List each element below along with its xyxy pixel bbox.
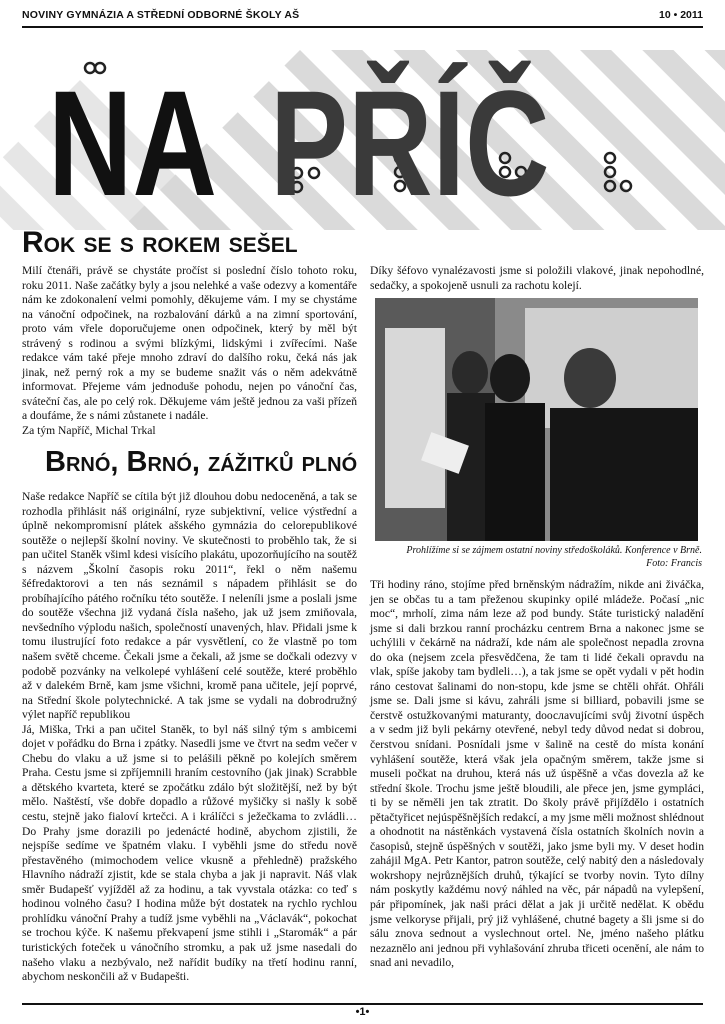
- article1-body: [22, 264, 357, 439]
- masthead-title-part1: NA: [48, 59, 217, 227]
- article1-text: Milí čtenáři, právě se chystáte pročíst si poslední číslo tohoto roku, roku 2011. Naše začátky byly a jsou nelehké a vaše odezvy a komentáře nám ke zdokonalení velmi pomohly, děkujeme vám. I my se chystáme na vánoční odpočinek, na rozbalování dárků a na zimní sportování, proto vám vřele doporučujeme onen odpočinek, který by měl být strávený s rodinou a svými blízkými, lidskými i zvířecími. Naše redakce vám také přeje mnoho zdraví do dalšího roku, čeká nás jak jinak, než perný rok a my se budeme snažit vás o něm adekvátně informovat. Přejeme vám jednoduše pohodu, nejen po vánoční čas, sváteční čas, ale po celý rok. Děkujeme vám ještě jednou za vaši přízeň a doufáme, že s námi zůstanete i nadále.: [22, 264, 357, 423]
- issue-number: 10 • 2011: [659, 9, 703, 21]
- article2-paragraph: Já, Miška, Trki a pan učitel Staněk, to byl náš silný tým s ambicemi dojet v pořádku do Brna i zpátky. Nasedli jsme ve čtvrt na sedm večer v Chebu do vlaku a už jsme si to pelášili pěkně po kolejích směrem Praha. Cestu jsme si zpříjemnili hraním cestovního (jak jinak) Scrabble a dětského kvarteta, které se zpočátku zdálo být složitější, než by být mělo. Naštěstí, vše dobře dopadlo a růžové myšičky si našly k sobě cestu, stejně jako fialoví krtečci. A i králíčci s ježečkama to zvládli…Do Prahy jsme dorazili po jedenácté hodině, abychom zjistili, že nejspíše sedíme ve špatném vlaku. I vyběhli jsme do středu nově přestavěného (mimochodem velice vkusně a přehledně) pražského Hlavního nádraží zjistit, kde se stala chyba a jak ji napravit. Náš vlak směr Budapešť vyjížděl až za hodinu, a tak vyvstala otázka: co teď s hodinou volného času? I hodina může být dostatek na rychlo rychlou prohlídku vánoční Prahy a tudíž jsme vyběhli na „Václavák“, pokochat se trochou kýče. K našemu překvapení jsme stihli i „Staromák“ a pár turistických foteček u vánočního stromku, a pak už jsme nasedali do našeho vlaku a nezbývalo, než nařídit budíky na třetí hodinu ranní, abychom neskončili až v Budapešti.: [22, 722, 357, 984]
- article2-paragraph: Naše redakce Napříč se cítila být již dlouhou dobu nedoceněná, a tak se rozhodla přihlásit náš originální, ryze subjektivní, velice výstřední a úplně nekompromisní plátek ašského gymnázia do celorepublikové soutěže o nejlepší školní noviny. Ve skutečnosti to proběhlo tak, že si pan učitel Staněk všiml kdesi visícího plakátu, upozorňujícího na soutěž s názvem „Školní časopis roku 2011“, řekl o něm našemu šéfredaktorovi a ten nás seznámil s nápadem přihlásit se do probíhajícího pátého ročníku této soutěže. I neleníli jsme a poslali jsme do soutěže všechna již vydaná čísla našeho, jak už jsem zmiňovala, nevšedního výplodu našich, společností unavených, hlav. Přidali jsme k tomu ilustrující foto redakce a pár vysvětlení, co že vlastně po tom našem světě chceme. Čekali jsme a čekali, až jsme se dočkali odezvy v podobě pozvánky na velkolepé vyhlášení celé soutěže, které proběhlo až v dalekém Brně, kam jsme všichni, kromě pana učitele, její poprvé, na Střední škole polytechnické. A tak jsme se vydali na dobrodružný výlet napříč republikou: [22, 490, 357, 722]
- article2-column2-top: [370, 264, 704, 293]
- footer-rule: [22, 1003, 703, 1005]
- page-header: [22, 6, 703, 28]
- masthead-title-part2: PŘÍČ: [270, 59, 550, 227]
- photo-credit: Foto: Francis: [646, 558, 702, 569]
- article1-title: Rok se s rokem sešel: [22, 226, 298, 259]
- photo-caption-block: [372, 544, 702, 570]
- article2-column1: [22, 490, 357, 985]
- article2-paragraph: Tři hodiny ráno, stojíme před brněnským nádražím, nikde ani živáčka, jen se občas tu a tam přeženou skupinky opilé mládeže. Počasí „nic moc“, mrholí, zima nám leze až pod bundy. Státe turistický naladění jsme si dali brzkou ranní procházku centrem Brna a nakonec jsme se uchýlili v čekárně na nádraží, kde nám ale společnost nepadla zrovna do oka (nejsem zcela přesvědčena, že tam ti lidé čekali opravdu na vlak, spíše jakoby tam bydleli…), a tak jsme se opět vydali v pět hodin ráno cestovat šalinami do non-stopu, kde jsme se chtěli ohřát. Ohřáli jsme se. Dali jsme si kávu, zahráli jsme si billiard, pobavili jsme se čerstvě ostužkovanými maturanty, doослavujícími svůj životní úspěch a v sedm již byli pekárny otevřené, nebyl tedy důvod nedat si dobrou, čerstvou snídani. Posnídali jsme v šalině na cestě do místa konání vyhlášení soutěže, která však jela opačným směrem, takže jsme si museli počkat na druhou, která nás už úspěšně a včas dovezla až ke střední škole. Trochu jsme ještě bloudili, ale přece jen, jsme gympláci, ti by se něměli jen tak ztratit. Do školy právě přijíždělo i ostatních pětačtyřicet nejúspěšnějších redakcí, a my jsme měli možnost shlédnout a ohodnotit na nástěnkách vystavená čísla ostatních školních novin a časopisů, stejně úspěšných v soutěži, jako jsme byli my. V deset hodin zahájil MgA. Petr Kantor, patron soutěže, celý nabitý den a následovaly wokrshopy nejrůznějších druhů, týkající se tvorby novin. Tyto dílny nám poskytly každému nový náhled na věc, pár nápadů na vylepšení, pár připomínek, jak naši práci dělat a jak ji určitě nedělat. K obědu jsme velkoryse přijali, prý již vyhlášené, chutné bagety a šli jsme si do sálu znova sednout a vyslechnout ortel. Ne, jméno našeho plátku nezaznělo ani jednou při vyhlašování zhruba třiceti ocenění, ale nám to snad ani nevadilo,: [370, 578, 704, 970]
- masthead: [0, 30, 725, 230]
- article2-paragraph: Díky šéfovo vynalézavosti jsme si položili vlakové, jinak nepohodlné, sedačky, a spokojeně usnuli za rachotu kolejí.: [370, 264, 704, 292]
- photo-caption: Prohlížíme si se zájmem ostatní noviny středoškoláků. Konference v Brně.: [406, 545, 702, 556]
- article2-column2-bottom: [370, 578, 704, 971]
- publication-name: NOVINY GYMNÁZIA A STŘEDNÍ ODBORNÉ ŠKOLY AŠ: [22, 9, 300, 21]
- photo-illustration: [375, 298, 698, 541]
- article2-title: Brnó, Brnó, zážitků plnó: [45, 446, 358, 478]
- article1-signature: Za tým Napříč, Michal Trkal: [22, 424, 156, 438]
- conference-photo: [375, 298, 698, 541]
- page-number: •1•: [355, 1006, 370, 1018]
